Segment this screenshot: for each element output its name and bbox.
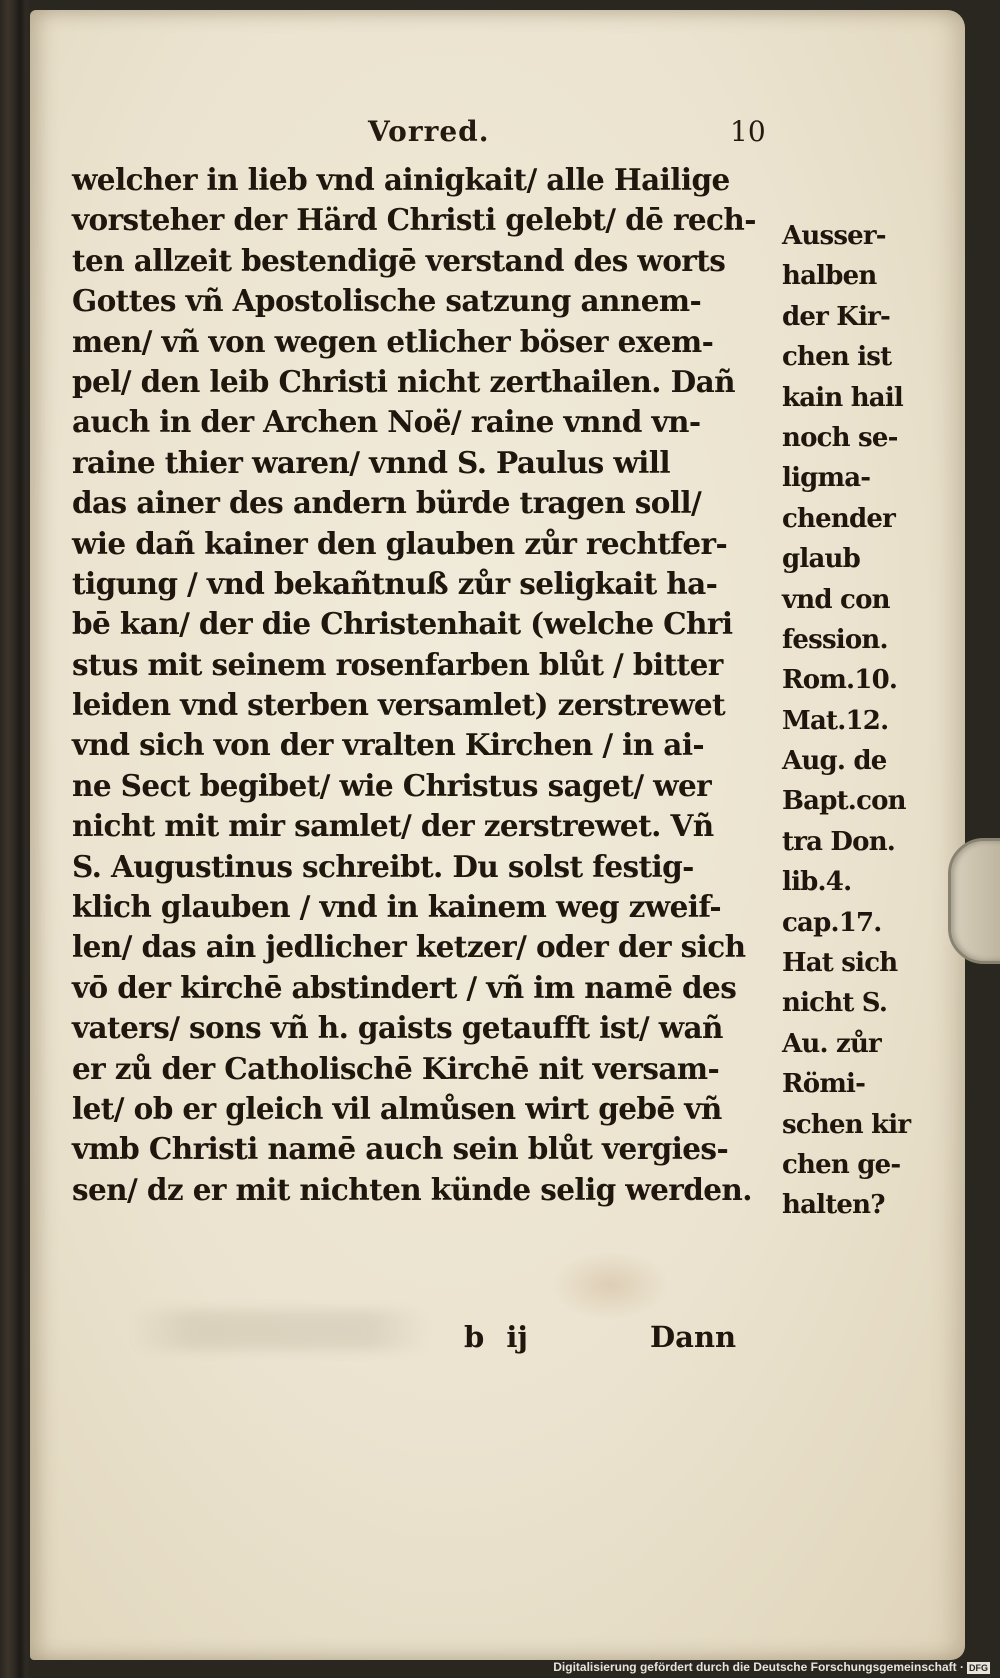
margin-note-line: glaub — [782, 544, 860, 575]
margin-note-line: chen ist — [782, 342, 892, 373]
margin-note-line: chender — [782, 503, 895, 534]
text-line: vō der kirchē abstindert / vñ im namē des — [72, 969, 737, 1005]
margin-note-line: schen kir — [782, 1109, 911, 1140]
folio-number: 10 — [730, 115, 766, 148]
margin-note-line: chen ge- — [782, 1149, 901, 1180]
text-line: vnd sich von der vralten Kirchen / in ai- — [72, 727, 705, 763]
text-line: das ainer des andern bürde tragen soll/ — [72, 485, 702, 521]
margin-note-line: Au. zůr — [782, 1028, 881, 1059]
margin-note-line: der Kir- — [782, 301, 891, 332]
catchword: Dann — [650, 1320, 737, 1354]
text-line: leiden vnd sterben versamlet) zerstrewet — [72, 687, 726, 723]
margin-note-line: tra Don. — [782, 826, 896, 857]
margin-note-line: Ausser- — [782, 221, 886, 251]
margin-note-line: ligma- — [782, 463, 871, 494]
text-line: pel/ den leib Christi nicht zerthailen. Dañ — [72, 363, 735, 399]
text-line: auch in der Archen Noë/ raine vnnd vn- — [72, 404, 701, 440]
margin-note-line: noch se- — [782, 422, 898, 453]
margin-note-line: Mat.12. — [782, 705, 889, 736]
body-text — [72, 160, 782, 1210]
catchline — [30, 1320, 965, 1364]
margin-note-line: Bapt.con — [782, 786, 906, 817]
margin-note-line: Hat sich — [782, 948, 898, 979]
text-line: let/ ob er gleich vil almůsen wirt gebē vñ — [72, 1090, 722, 1126]
text-line: klich glauben / vnd in kainem weg zweif- — [72, 889, 722, 925]
margin-note-line: nicht S. — [782, 988, 888, 1019]
book-clasp — [948, 838, 1000, 964]
text-line: vorsteher der Härd Christi gelebt/ dē rech- — [72, 202, 756, 238]
margin-note-line: halben — [782, 261, 877, 292]
text-line: tigung / vnd bekañtnuß zůr seligkait ha- — [72, 565, 718, 601]
margin-note-line: halten? — [782, 1190, 885, 1221]
margin-note-line: lib.4. — [782, 867, 852, 898]
margin-notes — [782, 216, 942, 1226]
book-page — [30, 10, 965, 1660]
text-line: sen/ dz er mit nichten künde selig werden. — [72, 1171, 752, 1207]
text-line: er zů der Catholischē Kirchē nit versam- — [72, 1050, 720, 1086]
text-line: vaters/ sons vñ h. gaists getaufft ist/ wañ — [72, 1010, 723, 1046]
credit-text: Digitalisierung gefördert durch die Deutsche Forschungsgemeinschaft · — [553, 1660, 964, 1674]
text-line: ne Sect begibet/ wie Christus saget/ wer — [72, 767, 712, 803]
text-line: ten allzeit bestendigē verstand des worts — [72, 242, 726, 278]
dfg-logo: DFG — [969, 1662, 988, 1673]
text-line: men/ vñ von wegen etlicher böser exem- — [72, 323, 714, 359]
text-line: vmb Christi namē auch sein blůt vergies- — [72, 1131, 729, 1167]
margin-note-line: Aug. de — [782, 746, 887, 777]
text-line: nicht mit mir samlet/ der zerstrewet. Vñ — [72, 808, 714, 844]
text-line: bē kan/ der die Christenhait (welche Chri — [72, 606, 733, 642]
margin-note-line: Rom.10. — [782, 665, 898, 696]
margin-note-line: kain hail — [782, 382, 903, 413]
text-line: raine thier waren/ vnnd S. Paulus will — [72, 444, 670, 480]
text-line: stus mit seinem rosenfarben blůt / bitter — [72, 646, 723, 682]
text-line: Gottes vñ Apostolische satzung annem- — [72, 283, 702, 319]
margin-note-line: vnd con — [782, 584, 890, 615]
text-line: len/ das ain jedlicher ketzer/ oder der sich — [72, 929, 746, 965]
text-line: S. Augustinus schreibt. Du solst festig- — [72, 848, 694, 884]
margin-note-line: cap.17. — [782, 907, 882, 938]
paper-stain — [550, 1250, 670, 1320]
running-head: Vorred. — [368, 115, 490, 148]
margin-note-line: fession. — [782, 624, 888, 655]
margin-note-line: Römi- — [782, 1069, 866, 1100]
text-line: wie dañ kainer den glauben zůr rechtfer- — [72, 525, 728, 561]
page-header — [30, 115, 965, 155]
signature-mark: b ij — [464, 1320, 528, 1354]
text-line: welcher in lieb vnd ainigkait/ alle Hailige — [72, 162, 730, 197]
digitization-credit — [553, 1660, 990, 1676]
